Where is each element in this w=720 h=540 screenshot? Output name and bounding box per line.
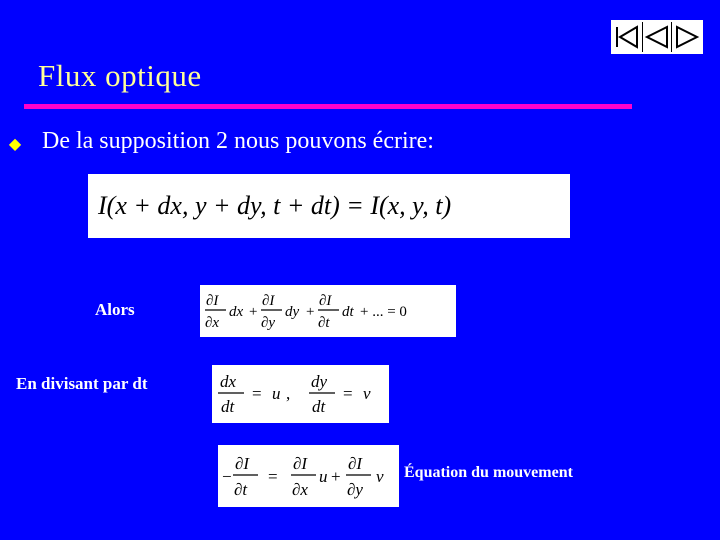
svg-text:−: − — [222, 467, 232, 486]
previous-slide-icon — [644, 25, 670, 49]
equation-velocity-definition — [212, 365, 389, 423]
svg-text:=: = — [343, 384, 353, 403]
equation-brightness-constancy — [88, 174, 570, 238]
svg-text:u: u — [272, 384, 281, 403]
svg-text:∂I: ∂I — [319, 293, 332, 309]
bullet-text: De la supposition 2 nous pouvons écrire: — [42, 128, 434, 154]
label-alors: Alors — [95, 300, 135, 319]
svg-text:∂x: ∂x — [292, 480, 308, 499]
label-equation-du-mouvement: Équation du mouvement — [404, 464, 573, 481]
svg-text:∂I: ∂I — [262, 293, 275, 309]
svg-text:∂t: ∂t — [318, 315, 330, 331]
equation-optical-flow-constraint — [218, 445, 399, 507]
svg-text:,: , — [286, 384, 291, 403]
svg-text:v: v — [363, 384, 371, 403]
next-slide-button[interactable] — [672, 22, 701, 52]
svg-text:+: + — [331, 467, 341, 486]
svg-text:∂I: ∂I — [206, 293, 219, 309]
next-slide-icon — [674, 25, 700, 49]
svg-text:∂I: ∂I — [348, 454, 363, 473]
svg-text:u: u — [319, 467, 328, 486]
equation-1-text: I(x + dx, y + dy, t + dt) = I(x, y, t) — [98, 191, 452, 220]
slide-navigation — [611, 20, 703, 54]
svg-text:+ ... = 0: + ... = 0 — [360, 304, 407, 320]
svg-text:dy: dy — [311, 372, 328, 391]
svg-text:dt: dt — [312, 397, 326, 416]
slide-title: Flux optique — [38, 58, 202, 93]
title-underline — [24, 104, 632, 109]
svg-text:∂y: ∂y — [347, 480, 363, 499]
previous-slide-button[interactable] — [643, 22, 673, 52]
svg-text:∂x: ∂x — [205, 315, 220, 331]
svg-text:+: + — [306, 304, 315, 320]
svg-text:=: = — [268, 467, 278, 486]
label-en-divisant: En divisant par dt — [16, 374, 148, 393]
svg-text:dy: dy — [285, 304, 300, 320]
svg-text:∂I: ∂I — [235, 454, 250, 473]
svg-text:dt: dt — [221, 397, 235, 416]
equation-taylor-expansion — [200, 285, 456, 337]
svg-text:∂I: ∂I — [293, 454, 308, 473]
svg-text:dx: dx — [229, 304, 244, 320]
bullet-icon: ◆ — [8, 136, 22, 153]
svg-text:v: v — [376, 467, 384, 486]
first-slide-icon — [614, 25, 640, 49]
svg-text:+: + — [249, 304, 258, 320]
svg-text:dx: dx — [220, 372, 237, 391]
svg-text:∂t: ∂t — [234, 480, 248, 499]
svg-text:dt: dt — [342, 304, 354, 320]
svg-text:∂y: ∂y — [261, 315, 276, 331]
first-slide-button[interactable] — [613, 22, 643, 52]
svg-text:=: = — [252, 384, 262, 403]
